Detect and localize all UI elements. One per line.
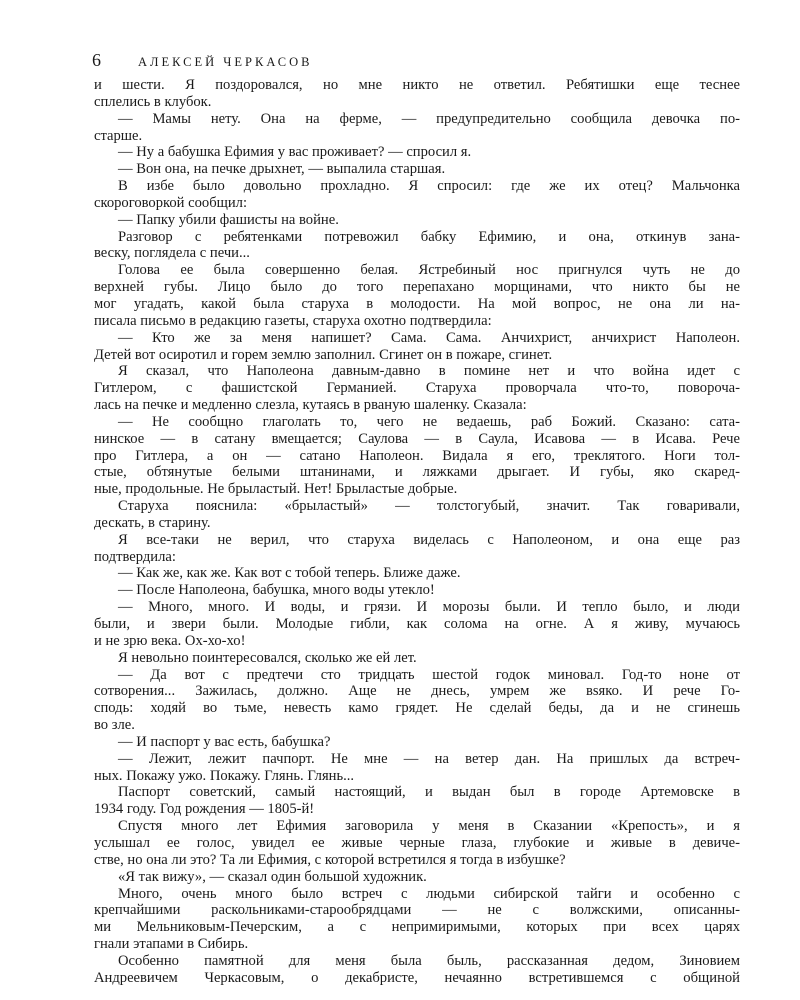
- text-line: нинское — в сатану вмещается; Саулова — в Саула, Исавова — в Исава. Рече: [94, 430, 740, 447]
- text-line: сотворения... Зажилась, должно. Аще не днесь, умрем же вsяко. И рече Го-: [94, 683, 740, 700]
- text-line: и шести. Я поздоровался, но мне никто не ответил. Ребятишки еще теснее: [94, 77, 740, 93]
- text-line: — Кто же за меня напишет? Сама. Сама. Анчихрист, анчихрист Наполеон.: [118, 329, 740, 346]
- text-line: были, и звери были. Молодые гибли, как солома на огне. А я живу, мучаюсь: [94, 616, 740, 632]
- text-line: — Не сообщно глаголать то, чего не ведаешь, раб Божий. Сказано: сата-: [118, 413, 740, 430]
- text-line: — Ну а бабушка Ефимия у вас проживает? — спросил я.: [118, 144, 472, 161]
- text-line: ные, продольные. Не брыластый. Нет! Брыластые добрые.: [94, 481, 458, 498]
- text-line: — Лежит, лежит пачпорт. Не мне — на ветер дан. На пришлых да встреч-: [118, 750, 740, 767]
- text-line: — После Наполеона, бабушка, много воды утекло!: [118, 582, 435, 599]
- text-line: Много, очень много было встреч с людьми сибирской тайги и особенно с: [118, 885, 740, 902]
- text-line: про Гитлера, а он — сатано Наполеон. Видала я его, треклятого. Ноги тол-: [94, 447, 740, 464]
- text-line: Особенно памятной для меня была быль, рассказанная дедом, Зиновием: [118, 952, 740, 969]
- text-line: — Вон она, на печке дрыхнет, — выпалила старшая.: [118, 161, 446, 178]
- text-line: и не зрю века. Ох-хо-хо!: [94, 632, 246, 649]
- text-line: Я сказал, что Наполеона давным-давно в помине нет и что война идет с: [118, 363, 740, 380]
- text-line: — Папку убили фашисты на войне.: [118, 211, 339, 228]
- text-line: сплелись в клубок.: [94, 93, 212, 110]
- text-line: Паспорт советский, самый настоящий, и выдан был в городе Артемовске в: [118, 784, 740, 801]
- text-line: веску, поглядела с печи...: [94, 245, 250, 262]
- text-line: 1934 году. Год рождения — 1805-й!: [94, 801, 315, 818]
- text-line: услышал ее голос, увидел ее живые черные глаза, глубокие и живые в девиче-: [94, 834, 740, 851]
- text-line: старше.: [94, 127, 143, 144]
- text-line: ных. Покажу ужо. Покажу. Глянь. Глянь...: [94, 767, 355, 784]
- text-line: ми Мельниковым-Печерским, а с непримиримыми, которых при всех царях: [94, 919, 740, 936]
- text-line: — Много, много. И воды, и грязи. И морозы были. И тепло было, и люди: [118, 599, 740, 616]
- text-line: во зле.: [94, 717, 135, 734]
- running-title: АЛЕКСЕЙ ЧЕРКАСОВ: [138, 55, 313, 69]
- text-line: Я все-таки не верил, что старуха виделась с Наполеоном, и она еще раз: [118, 531, 740, 548]
- text-line: стые, обтянутые белыми штанинами, и ляжками дрыгает. И губы, яко скаред-: [94, 464, 740, 481]
- text-line: Гитлером, с фашистской Германией. Старуха проворчала что-то, поворочa-: [94, 380, 740, 397]
- text-line: подтвердила:: [94, 548, 176, 565]
- text-line: писала письмо в редакцию газеты, старуха охотно подтвердила:: [94, 312, 492, 329]
- text-line: Андреевичем Черкасовым, о декабристе, нечаянно встретившемся с общиной: [94, 969, 740, 986]
- text-line: Голова ее была совершенно белая. Ястребиный нос пригнулся чуть не до: [118, 262, 740, 279]
- text-line: — И паспорт у вас есть, бабушка?: [118, 733, 331, 750]
- text-line: Спустя много лет Ефимия заговорила у меня в Сказании «Крепость», и я: [118, 818, 740, 835]
- text-line: Детей вот осиротил и горем землю заполнил. Сгинет он в пожаре, сгинет.: [94, 346, 553, 363]
- body-text: [94, 77, 740, 987]
- text-line: Я невольно поинтересовался, сколько же ей лет.: [118, 649, 417, 666]
- text-line: стве, но она ли это? Та ли Ефимия, с которой встретился я тогда в избушке?: [94, 851, 566, 868]
- text-line: В избе было довольно прохладно. Я спросил: где же их отец? Мальчонка: [118, 178, 740, 195]
- page-header: [92, 50, 312, 71]
- text-line: «Я так вижу», — сказал один большой художник.: [118, 868, 427, 885]
- text-line: мог угадать, какой была старуха в молодости. На мой вопрос, не она ли на-: [94, 295, 740, 312]
- text-line: верхней губы. Лицо было до того перепахано морщинами, что никто бы не: [94, 279, 740, 296]
- page-number: 6: [92, 50, 101, 70]
- text-line: скороговоркой сообщил:: [94, 194, 248, 211]
- text-line: лась на печке и медленно слезла, кутаясь в рваную шаленку. Сказала:: [94, 397, 527, 414]
- text-line: крепчайшими раскольниками-старообрядцами — не с волжскими, описанны-: [94, 902, 740, 919]
- text-line: — Мамы нету. Она на ферме, — предупредительно сообщила девочка по-: [118, 110, 740, 127]
- text-line: дескать, в старину.: [94, 514, 211, 531]
- text-line: Старуха пояснила: «брыластый» — толстогубый, значит. Так говаривали,: [118, 498, 740, 515]
- text-line: Разговор с ребятенками потревожил бабку Ефимию, и она, откинув зана-: [118, 228, 740, 245]
- text-line: — Как же, как же. Как вот с тобой теперь. Ближе даже.: [118, 565, 461, 582]
- text-line: гнали этапами в Сибирь.: [94, 936, 249, 953]
- text-line: — Да вот с предтечи сто тридцать шестой годок миновал. Год-то ноне от: [118, 666, 740, 683]
- text-line: сподь: ходяй во тьме, невесть камо грядет. Не сделай беды, да и не сгинешь: [94, 700, 740, 717]
